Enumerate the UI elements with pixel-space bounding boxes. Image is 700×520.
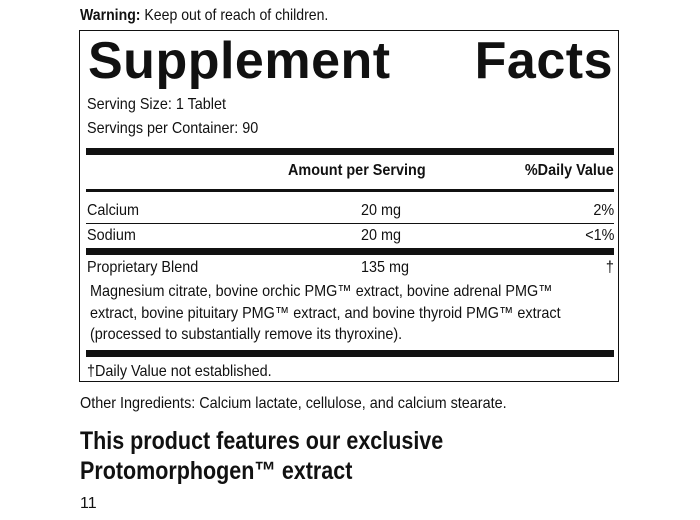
nutrient-name-proprietary-blend: Proprietary Blend	[87, 259, 199, 276]
feature-heading	[80, 426, 443, 486]
header-daily-value: %Daily Value	[525, 162, 614, 179]
header-amount-per-serving: Amount per Serving	[288, 162, 426, 179]
facts-title	[88, 31, 613, 91]
facts-title-right: Facts	[474, 32, 613, 90]
nutrient-amount-calcium: 20 mg	[361, 202, 402, 219]
row-divider	[86, 223, 614, 224]
blend-description-line: Magnesium citrate, bovine orchic PMG™ extract, bovine adrenal PMG™	[90, 283, 553, 300]
blend-description-line: extract, bovine pituitary PMG™ extract, and bovine thyroid PMG™ extract	[90, 304, 561, 322]
nutrient-dv-calcium: 2%	[593, 202, 614, 219]
other-ingredients: Other Ingredients: Calcium lactate, cellulose, and calcium stearate.	[80, 395, 507, 412]
feature-line-2: Protomorphogen™ extract	[80, 457, 353, 485]
daily-value-footnote: †Daily Value not established.	[87, 363, 272, 380]
thick-divider	[86, 350, 614, 357]
nutrient-dv-proprietary-blend: †	[605, 259, 614, 276]
blend-description	[90, 281, 621, 346]
nutrient-name-sodium: Sodium	[87, 227, 136, 244]
header-divider	[86, 189, 614, 192]
facts-title-left: Supplement	[88, 32, 391, 90]
warning-text: Keep out of reach of children.	[140, 7, 329, 24]
supplement-facts-panel	[79, 30, 619, 382]
nutrient-dv-sodium: <1%	[584, 227, 614, 244]
thick-divider	[86, 148, 614, 155]
nutrient-name-calcium: Calcium	[87, 202, 140, 219]
servings-per-container: Servings per Container: 90	[87, 120, 259, 137]
thick-divider	[86, 248, 614, 255]
page-number: 11	[80, 495, 97, 512]
warning-label: Warning:	[80, 7, 141, 24]
feature-line-1: This product features our exclusive	[80, 427, 444, 455]
nutrient-amount-proprietary-blend: 135 mg	[361, 259, 410, 276]
warning-statement	[80, 6, 328, 26]
serving-size: Serving Size: 1 Tablet	[87, 96, 227, 113]
blend-description-line: (processed to substantially remove its thyroxine).	[90, 326, 403, 343]
nutrient-amount-sodium: 20 mg	[361, 227, 402, 244]
